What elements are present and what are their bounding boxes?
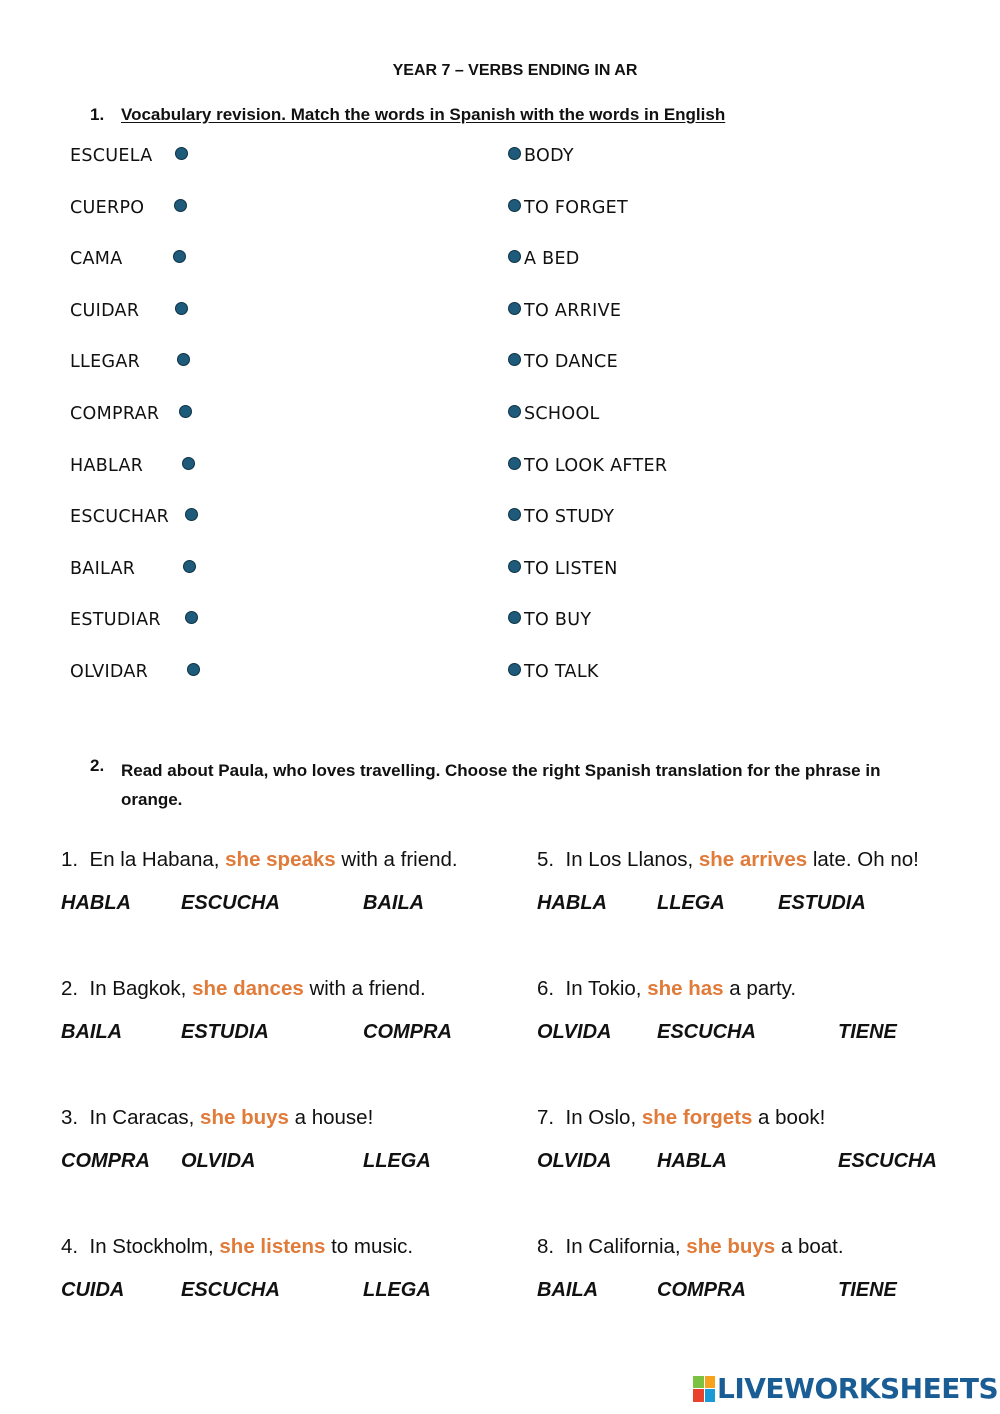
question-sentence (537, 1235, 844, 1259)
spanish-word: BAILAR (70, 558, 136, 579)
sentence-end: a boat. (775, 1235, 844, 1258)
sentence-end: with a friend. (335, 848, 458, 871)
sentence-start: In Stockholm, (89, 1235, 220, 1258)
answer-option[interactable]: COMPRA (657, 1279, 746, 1301)
sentence-start: In California, (565, 1235, 687, 1258)
answer-option[interactable]: ESCUCHA (657, 1021, 756, 1043)
match-dot-left[interactable] (177, 353, 190, 366)
match-dot-left[interactable] (174, 199, 187, 212)
match-dot-right[interactable] (508, 147, 521, 160)
english-word: TO ARRIVE (524, 300, 622, 321)
question-number: 1. (61, 848, 79, 871)
answer-option[interactable]: ESTUDIA (181, 1021, 269, 1043)
answer-option[interactable]: ESTUDIA (778, 892, 866, 914)
question-number: 3. (61, 1106, 79, 1129)
spanish-word: ESTUDIAR (70, 610, 161, 631)
question-number: 8. (537, 1235, 555, 1258)
match-dot-right[interactable] (508, 405, 521, 418)
highlighted-phrase: she listens (219, 1235, 326, 1258)
match-dot-left[interactable] (175, 147, 188, 160)
english-word: TO STUDY (524, 507, 615, 528)
logo-text: LIVEWORKSHEETS (717, 1372, 999, 1405)
question-sentence (537, 848, 919, 872)
match-dot-left[interactable] (183, 560, 196, 573)
answer-option[interactable]: OLVIDA (181, 1150, 256, 1172)
match-dot-right[interactable] (508, 560, 521, 573)
answer-option[interactable]: BAILA (537, 1279, 599, 1301)
match-dot-right[interactable] (508, 302, 521, 315)
section1-instruction: Vocabulary revision. Match the words in Spanish with the words in English (121, 105, 726, 124)
spanish-word: CAMA (70, 249, 123, 270)
answer-option[interactable]: BAILA (61, 1021, 123, 1043)
answer-option[interactable]: ESCUCHA (181, 892, 280, 914)
question-sentence (61, 848, 458, 872)
answer-option[interactable]: HABLA (61, 892, 131, 914)
match-dot-right[interactable] (508, 611, 521, 624)
english-word: BODY (524, 146, 574, 166)
match-dot-right[interactable] (508, 353, 521, 366)
match-dot-left[interactable] (187, 663, 200, 676)
section2-number: 2. (90, 756, 105, 775)
spanish-word: CUIDAR (70, 300, 140, 321)
match-dot-right[interactable] (508, 250, 521, 263)
sentence-start: In Bagkok, (89, 977, 193, 1000)
spanish-word: ESCUCHAR (70, 507, 170, 528)
spanish-word: ESCUELA (70, 146, 153, 166)
answer-option[interactable]: TIENE (838, 1279, 897, 1301)
question-sentence (61, 1106, 373, 1130)
question-number: 4. (61, 1235, 79, 1258)
sentence-start: En la Habana, (89, 848, 226, 871)
answer-option[interactable]: OLVIDA (537, 1150, 612, 1172)
answer-option[interactable]: COMPRA (61, 1150, 150, 1172)
english-word: TO LISTEN (524, 558, 618, 579)
spanish-word: HABLAR (70, 455, 144, 476)
english-word: SCHOOL (524, 404, 600, 424)
answer-option[interactable]: LLEGA (363, 1150, 431, 1172)
english-word: TO TALK (524, 662, 599, 682)
match-dot-right[interactable] (508, 508, 521, 521)
question-sentence (537, 1106, 825, 1130)
answer-option[interactable]: COMPRA (363, 1021, 452, 1043)
section2-instruction: Read about Paula, who loves travelling. Choose the right Spanish translation for the phrase in orange. (121, 761, 881, 809)
english-word: TO LOOK AFTER (524, 455, 668, 476)
answer-option[interactable]: LLEGA (363, 1279, 431, 1301)
question-number: 6. (537, 977, 555, 1000)
answer-option[interactable]: ESCUCHA (181, 1279, 280, 1301)
highlighted-phrase: she speaks (225, 848, 336, 871)
match-dot-left[interactable] (175, 302, 188, 315)
question-number: 5. (537, 848, 555, 871)
highlighted-phrase: she dances (192, 977, 304, 1000)
match-dot-right[interactable] (508, 663, 521, 676)
answer-option[interactable]: HABLA (537, 892, 607, 914)
highlighted-phrase: she has (647, 977, 724, 1000)
match-dot-right[interactable] (508, 457, 521, 470)
spanish-word: COMPRAR (70, 404, 160, 424)
sentence-start: In Caracas, (89, 1106, 201, 1129)
spanish-word: LLEGAR (70, 352, 141, 373)
english-word: TO DANCE (524, 352, 618, 373)
sentence-end: late. Oh no! (807, 848, 919, 871)
answer-option[interactable]: OLVIDA (537, 1021, 612, 1043)
sentence-end: a party. (723, 977, 797, 1000)
answer-option[interactable]: HABLA (657, 1150, 727, 1172)
question-sentence (537, 977, 796, 1001)
match-dot-left[interactable] (185, 508, 198, 521)
english-word: A BED (524, 249, 580, 270)
question-sentence (61, 1235, 413, 1259)
logo-badge-icon (693, 1376, 715, 1402)
match-dot-left[interactable] (185, 611, 198, 624)
english-word: TO FORGET (524, 197, 629, 218)
highlighted-phrase: she arrives (698, 848, 808, 871)
highlighted-phrase: she buys (200, 1106, 289, 1129)
match-dot-left[interactable] (179, 405, 192, 418)
sentence-end: to music. (325, 1235, 414, 1258)
sentence-end: a house! (288, 1106, 374, 1129)
sentence-end: a book! (752, 1106, 826, 1129)
spanish-word: OLVIDAR (70, 662, 149, 682)
worksheet-title: YEAR 7 – VERBS ENDING IN AR (392, 62, 638, 79)
match-dot-left[interactable] (182, 457, 195, 470)
question-sentence (61, 977, 426, 1001)
question-number: 7. (537, 1106, 555, 1129)
answer-option[interactable]: TIENE (838, 1021, 897, 1043)
highlighted-phrase: she buys (686, 1235, 776, 1258)
answer-option[interactable]: CUIDA (61, 1279, 125, 1301)
spanish-word: CUERPO (70, 197, 145, 218)
section1-number: 1. (90, 105, 105, 124)
highlighted-phrase: she forgets (641, 1106, 753, 1129)
question-number: 2. (61, 977, 79, 1000)
match-dot-left[interactable] (173, 250, 186, 263)
answer-option[interactable]: BAILA (363, 892, 425, 914)
sentence-start: In Oslo, (565, 1106, 642, 1129)
sentence-end: with a friend. (303, 977, 426, 1000)
liveworksheets-logo[interactable] (693, 1372, 998, 1405)
match-dot-right[interactable] (508, 199, 521, 212)
sentence-start: In Tokio, (565, 977, 648, 1000)
english-word: TO BUY (524, 610, 592, 631)
sentence-start: In Los Llanos, (565, 848, 699, 871)
answer-option[interactable]: LLEGA (657, 892, 725, 914)
answer-option[interactable]: ESCUCHA (838, 1150, 937, 1172)
